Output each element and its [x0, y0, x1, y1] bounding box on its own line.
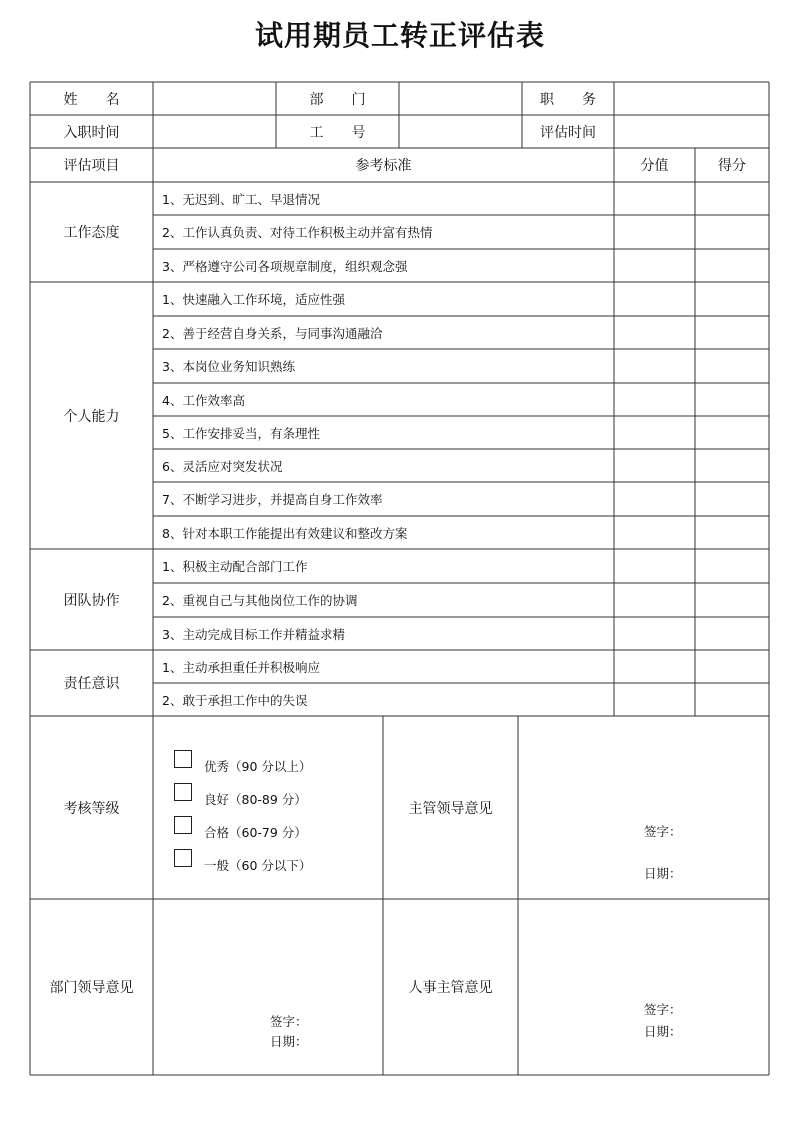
name-field[interactable]	[154, 83, 275, 114]
grade-option-label: 良好（80-89 分）	[204, 792, 307, 807]
criteria-item: 3、本岗位业务知识熟练	[162, 359, 295, 374]
score-cell[interactable]	[696, 517, 768, 549]
criteria-item: 7、不断学习进步，并提高自身工作效率	[162, 492, 383, 507]
checkbox-icon[interactable]	[174, 783, 192, 801]
department-opinion-label: 部门领导意见	[49, 980, 134, 996]
score-cell[interactable]	[696, 684, 768, 716]
score-cell[interactable]	[696, 384, 768, 416]
position-field[interactable]	[615, 83, 768, 114]
evaluation-date-label: 评估时间	[540, 124, 596, 141]
score-value-cell[interactable]	[615, 216, 694, 249]
score-value-cell[interactable]	[615, 250, 694, 282]
employee-id-label: 工 号	[309, 124, 366, 141]
score-value-cell[interactable]	[615, 417, 694, 449]
section-work-attitude: 工作态度	[63, 225, 120, 241]
criteria-item: 6、灵活应对突发状况	[162, 458, 283, 474]
criteria-item: 1、无迟到、旷工、早退情况	[162, 191, 320, 207]
criteria-item: 2、重视自己与其他岗位工作的协调	[162, 593, 358, 608]
score-value-cell[interactable]	[615, 317, 694, 349]
grade-option-average[interactable]	[174, 842, 311, 874]
score-cell[interactable]	[696, 283, 768, 316]
grade-option-pass[interactable]	[174, 809, 307, 841]
column-header-score: 得分	[718, 158, 746, 174]
column-header-criteria: 参考标准	[355, 158, 412, 174]
hr-opinion-label: 人事主管意见	[408, 980, 493, 996]
section-responsibility: 责任意识	[63, 676, 120, 692]
checkbox-icon[interactable]	[174, 816, 192, 834]
grade-option-label: 优秀（90 分以上）	[204, 759, 312, 774]
score-cell[interactable]	[696, 183, 768, 215]
form-title: 试用期员工转正评估表	[254, 19, 545, 52]
checkbox-icon[interactable]	[174, 849, 192, 867]
supervisor-date-label: 日期：	[644, 866, 682, 881]
criteria-item: 1、积极主动配合部门工作	[162, 559, 308, 574]
supervisor-opinion-label: 主管领导意见	[408, 800, 493, 817]
entry-date-label: 入职时间	[63, 124, 120, 141]
department-sign-label: 签字：	[270, 1014, 308, 1029]
score-value-cell[interactable]	[615, 550, 694, 583]
grade-option-label: 一般（60 分以下）	[204, 858, 312, 873]
score-value-cell[interactable]	[615, 483, 694, 516]
score-cell[interactable]	[696, 618, 768, 650]
criteria-item: 4、工作效率高	[162, 392, 245, 408]
criteria-item: 5、工作安排妥当，有条理性	[162, 425, 320, 441]
score-cell[interactable]	[696, 216, 768, 249]
name-label: 姓 名	[63, 91, 120, 108]
score-cell[interactable]	[696, 450, 768, 482]
employee-id-field[interactable]	[400, 116, 521, 147]
criteria-item: 3、严格遵守公司各项规章制度，组织观念强	[162, 258, 408, 274]
criteria-item: 2、工作认真负责、对待工作积极主动并富有热情	[162, 225, 433, 240]
score-cell[interactable]	[696, 651, 768, 683]
supervisor-sign-label: 签字：	[644, 824, 682, 839]
grade-option-label: 合格（60-79 分）	[204, 825, 307, 840]
criteria-item: 1、主动承担重任并积极响应	[162, 659, 320, 675]
score-value-cell[interactable]	[615, 684, 694, 716]
score-value-cell[interactable]	[615, 384, 694, 416]
grade-label: 考核等级	[63, 800, 120, 817]
criteria-item: 8、针对本职工作能提出有效建议和整改方案	[162, 525, 408, 541]
department-opinion-field[interactable]	[154, 900, 382, 1074]
section-teamwork: 团队协作	[63, 592, 120, 609]
section-personal-ability: 个人能力	[63, 408, 120, 425]
score-value-cell[interactable]	[615, 350, 694, 383]
score-cell[interactable]	[696, 250, 768, 282]
score-value-cell[interactable]	[615, 450, 694, 482]
column-header-item: 评估项目	[63, 158, 120, 174]
criteria-item: 2、敢于承担工作中的失误	[162, 692, 308, 708]
score-value-cell[interactable]	[615, 618, 694, 650]
grade-option-excellent[interactable]	[174, 743, 311, 775]
criteria-item: 3、主动完成目标工作并精益求精	[162, 626, 345, 642]
hr-sign-label: 签字：	[644, 1002, 682, 1017]
evaluation-date-field[interactable]	[615, 116, 768, 147]
score-value-cell[interactable]	[615, 283, 694, 316]
hr-date-label: 日期：	[644, 1024, 682, 1039]
department-label: 部 门	[309, 91, 366, 108]
grade-option-good[interactable]	[174, 776, 307, 808]
score-cell[interactable]	[696, 550, 768, 583]
score-value-cell[interactable]	[615, 584, 694, 617]
criteria-item: 2、善于经营自身关系，与同事沟通融洽	[162, 325, 383, 341]
score-cell[interactable]	[696, 483, 768, 516]
score-cell[interactable]	[696, 417, 768, 449]
score-cell[interactable]	[696, 317, 768, 349]
score-value-cell[interactable]	[615, 651, 694, 683]
position-label: 职 务	[540, 91, 596, 108]
score-value-cell[interactable]	[615, 517, 694, 549]
criteria-item: 1、快速融入工作环境，适应性强	[162, 292, 345, 307]
entry-date-field[interactable]	[154, 116, 275, 147]
score-value-cell[interactable]	[615, 183, 694, 215]
column-header-score-value: 分值	[640, 158, 669, 174]
department-field[interactable]	[400, 83, 521, 114]
hr-opinion-field[interactable]	[519, 900, 768, 1074]
department-date-label: 日期：	[270, 1034, 308, 1049]
score-cell[interactable]	[696, 350, 768, 383]
checkbox-icon[interactable]	[174, 750, 192, 768]
score-cell[interactable]	[696, 584, 768, 617]
